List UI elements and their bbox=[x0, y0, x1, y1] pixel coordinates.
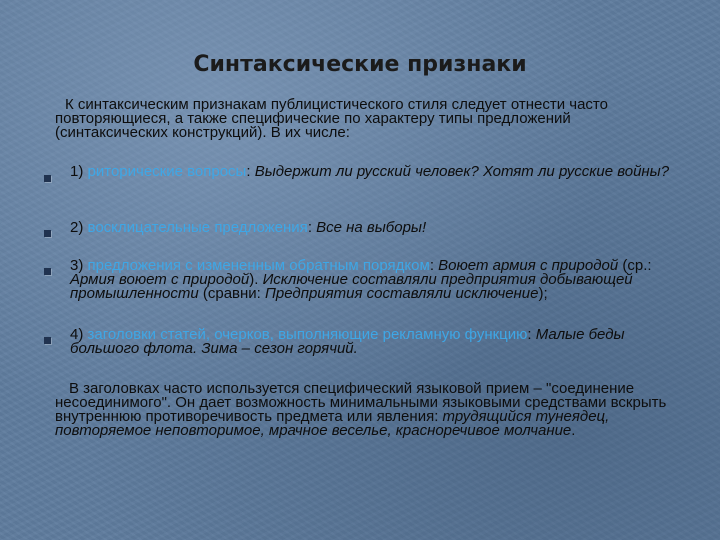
slide-title: Синтаксические признаки bbox=[193, 52, 527, 77]
square-bullet-icon bbox=[44, 230, 51, 237]
square-bullet-icon bbox=[44, 175, 51, 182]
item-term: риторические вопросы bbox=[87, 163, 247, 180]
item-text: ); bbox=[538, 285, 548, 302]
item-term: заголовки статей, очерков, выполняющие рекламную функцию bbox=[87, 326, 528, 343]
item-term: восклицательные предложения bbox=[87, 219, 308, 236]
item-separator: : bbox=[527, 326, 536, 343]
list-item-headlines bbox=[70, 328, 670, 356]
item-text: (ср.: bbox=[618, 257, 652, 274]
closing-text: В заголовках часто используется специфический языковой прием – "соединение несоединимого". Он дает возможность минимальными языковыми средствами вскрыть внутреннюю противоречивость предмета или явления: bbox=[55, 380, 667, 425]
item-example: Воюет армия с природой bbox=[438, 257, 619, 274]
square-bullet-icon bbox=[44, 337, 51, 344]
item-example: Исключение составляли предприятия добывающей промышленности bbox=[70, 271, 633, 302]
item-separator: : bbox=[246, 163, 255, 180]
item-example: Малые беды большого флота. Зима – сезон горячий. bbox=[70, 326, 625, 357]
list-item-exclamatory bbox=[70, 221, 670, 235]
item-text: ). bbox=[249, 271, 263, 288]
item-example: Все на выборы! bbox=[316, 219, 427, 236]
intro-paragraph: К синтаксическим признакам публицистического стиля следует отнести часто повторяющиеся, а также специфические по характеру типы предложений (синтаксических конструкций). В их числе: bbox=[55, 96, 608, 141]
list-item-inverted-order bbox=[70, 259, 670, 301]
item-example: Армия воюет с природой bbox=[70, 271, 250, 288]
item-number: 3) bbox=[70, 257, 88, 274]
item-separator: : bbox=[307, 219, 317, 236]
item-example: Предприятия составляли исключение bbox=[265, 285, 539, 302]
closing-end: . bbox=[571, 422, 576, 439]
item-text: (сравни: bbox=[198, 285, 266, 302]
item-term: предложения с измененным обратным порядком bbox=[87, 257, 430, 274]
closing-paragraph bbox=[55, 382, 685, 438]
closing-example: трудящийся тунеядец, повторяемое неповторимое, мрачное веселье, красноречивое молчание bbox=[55, 408, 610, 439]
square-bullet-icon bbox=[44, 268, 51, 275]
item-number: 1) bbox=[70, 163, 88, 180]
list-item-rhetorical-questions bbox=[70, 165, 670, 179]
item-number: 2) bbox=[70, 219, 88, 236]
item-example: Выдержит ли русский человек? Хотят ли русские войны? bbox=[254, 163, 670, 180]
item-number: 4) bbox=[70, 326, 88, 343]
item-separator: : bbox=[429, 257, 439, 274]
